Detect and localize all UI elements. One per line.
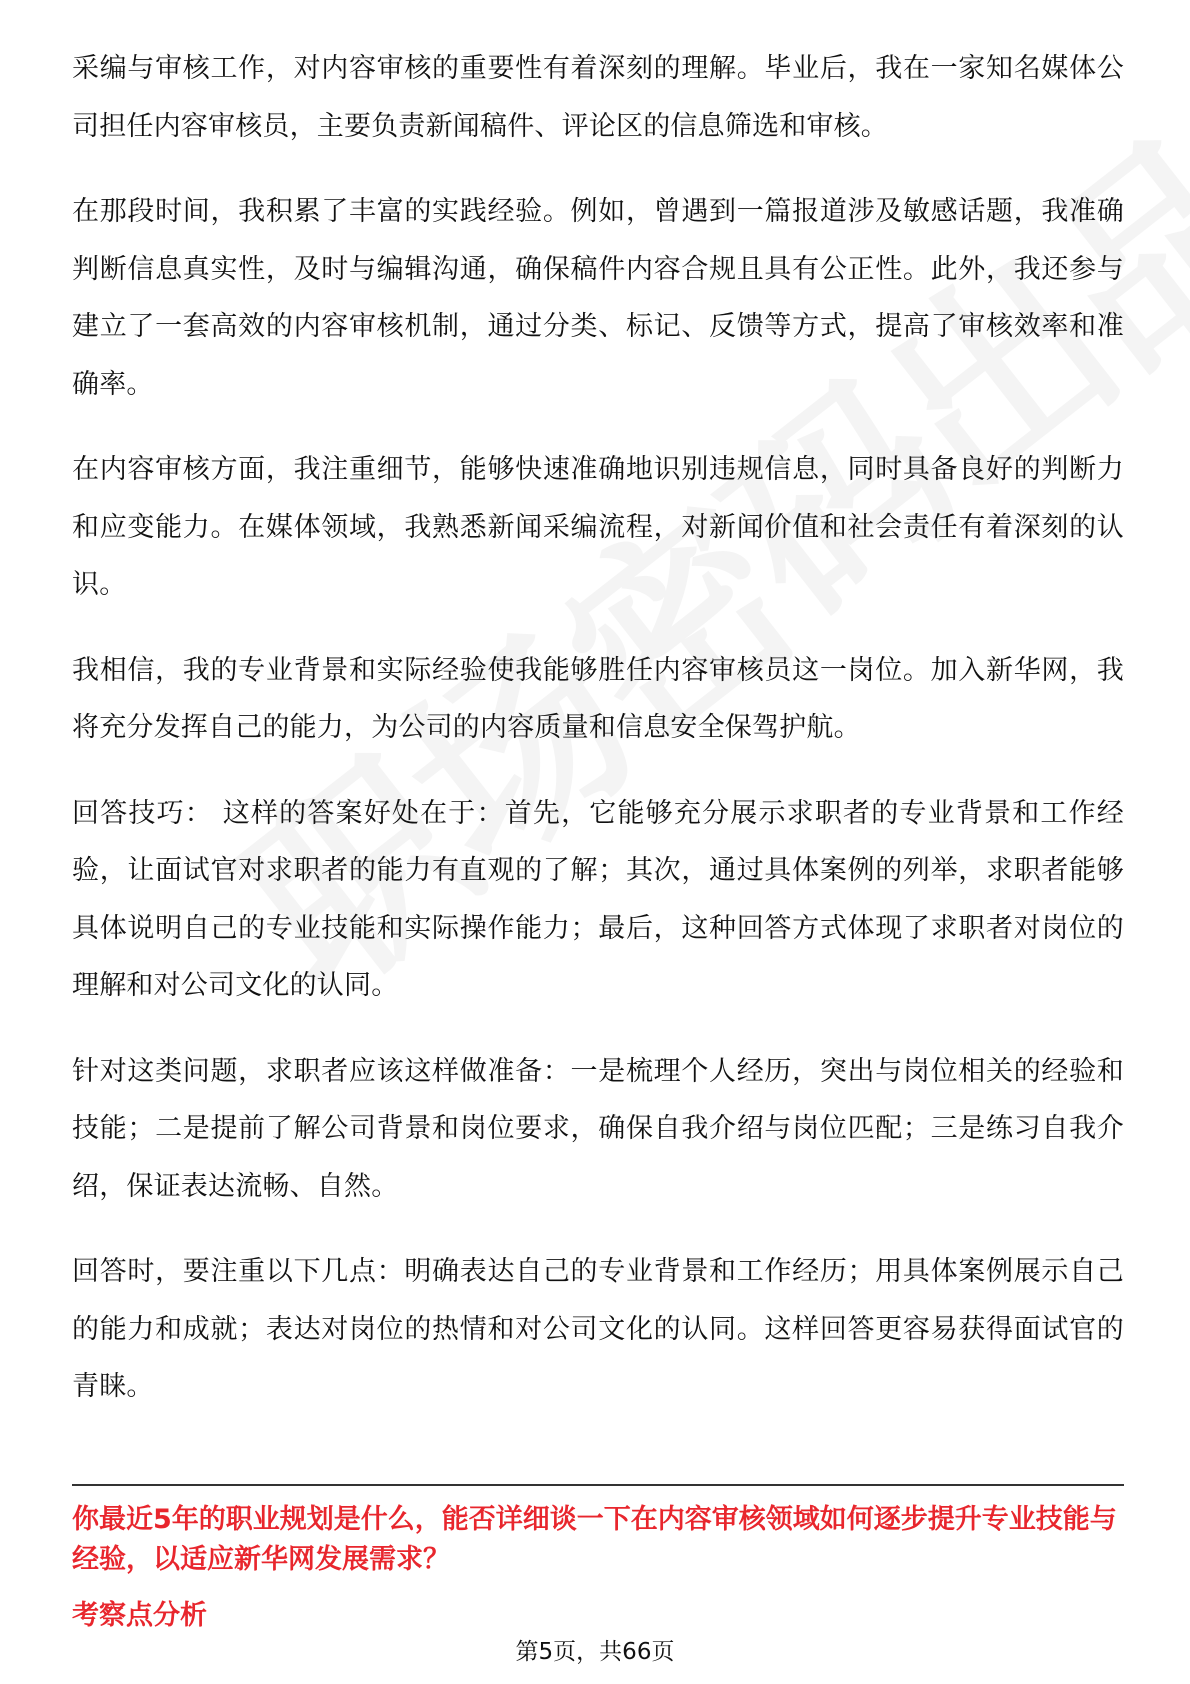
answer-tips-paragraph: 回答技巧： 这样的答案好处在于：首先，它能够充分展示求职者的专业背景和工作经验，让面试官对求职者的能力有直观的了解；其次，通过具体案例的列举，求职者能够具体说明自己的专业技能和实际操作能力；最后，这种回答方式体现了求职者对岗位的理解和对公司文化的认同。: [72, 797, 1124, 1001]
paragraph: 回答时，要注重以下几点：明确表达自己的专业背景和工作经历；用具体案例展示自己的能力和成就；表达对岗位的热情和对公司文化的认同。这样回答更容易获得面试官的青睐。: [72, 1256, 1124, 1402]
paragraph: 在那段时间，我积累了丰富的实践经验。例如，曾遇到一篇报道涉及敏感话题，我准确判断信息真实性，及时与编辑沟通，确保稿件内容合规且具有公正性。此外，我还参与建立了一套高效的内容审核机制，通过分类、标记、反馈等方式，提高了审核效率和准确率。: [72, 196, 1124, 400]
page-number: 第5页，共66页: [515, 1639, 675, 1665]
paragraph: 针对这类问题，求职者应该这样做准备：一是梳理个人经历，突出与岗位相关的经验和技能；二是提前了解公司背景和岗位要求，确保自我介绍与岗位匹配；三是练习自我介绍，保证表达流畅、自然。: [72, 1055, 1124, 1202]
section-heading: 考察点分析: [72, 1600, 207, 1631]
interview-question: 你最近5年的职业规划是什么，能否详细谈一下在内容审核领域如何逐步提升专业技能与经验，以适应新华网发展需求？: [72, 1504, 1117, 1575]
paragraph: 我相信，我的专业背景和实际经验使我能够胜任内容审核员这一岗位。加入新华网，我将充分发挥自己的能力，为公司的内容质量和信息安全保驾护航。: [72, 654, 1124, 743]
section-divider: [72, 1484, 1124, 1486]
paragraph: 采编与审核工作，对内容审核的重要性有着深刻的理解。毕业后，我在一家知名媒体公司担任内容审核员，主要负责新闻稿件、评论区的信息筛选和审核。: [72, 53, 1124, 142]
document-body: [72, 40, 1124, 1444]
paragraph: 在内容审核方面，我注重细节，能够快速准确地识别违规信息，同时具备良好的判断力和应变能力。在媒体领域，我熟悉新闻采编流程，对新闻价值和社会责任有着深刻的认识。: [72, 454, 1124, 600]
